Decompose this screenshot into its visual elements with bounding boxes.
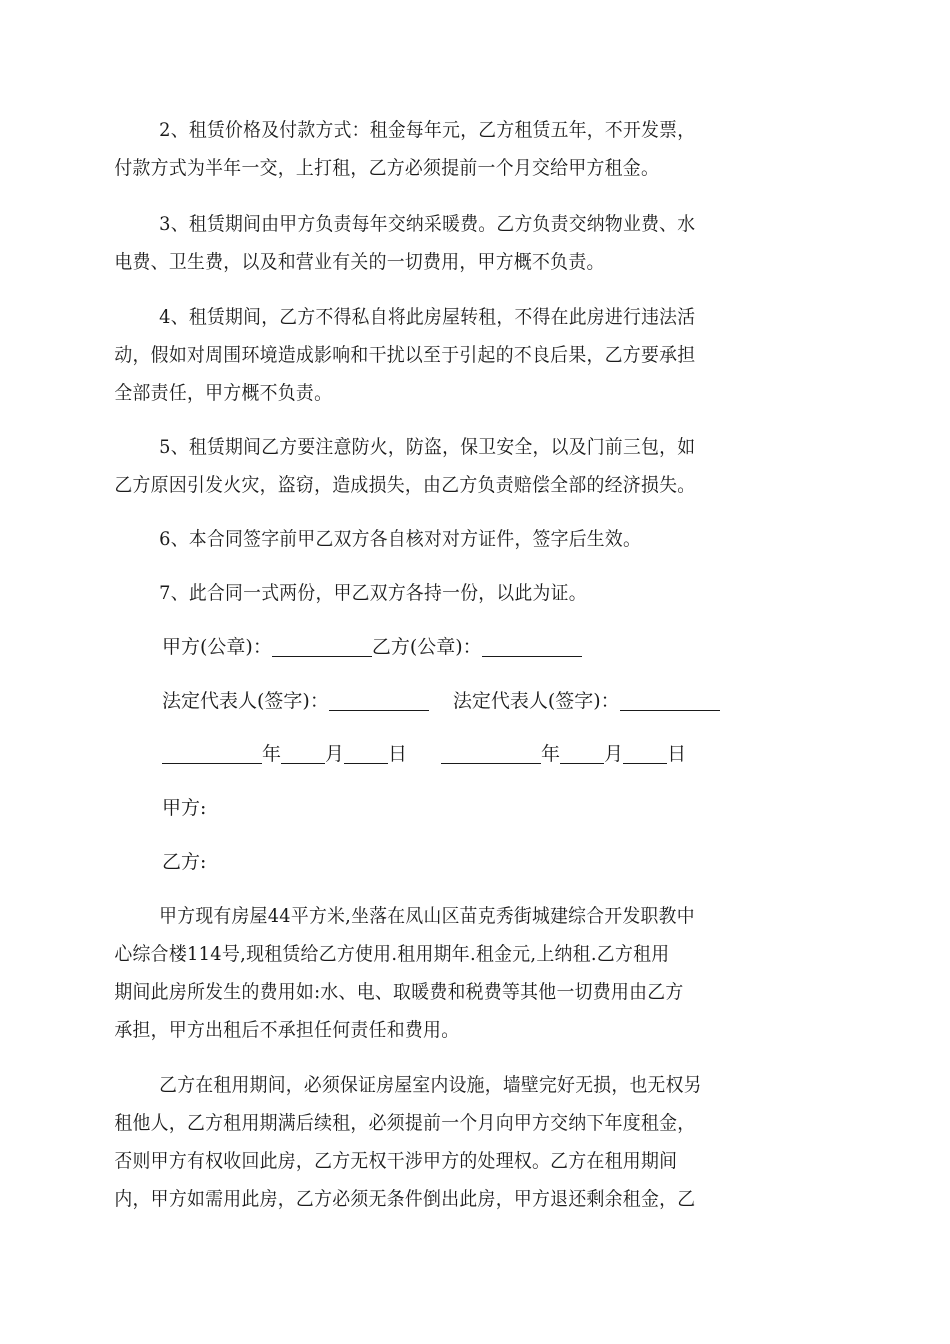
clause-7-line-1: 7、此合同一式两份，甲乙双方各持一份，以此为证。 (159, 582, 587, 604)
body-2-line-3: 否则甲方有权收回此房，乙方无权干涉甲方的处理权。乙方在租用期间 (114, 1150, 678, 1172)
clause-4-line-2: 动，假如对周围环境造成影响和干扰以至于引起的不良后果，乙方要承担 (114, 344, 696, 366)
clause-6-line-1: 6、本合同签字前甲乙双方各自核对对方证件，签字后生效。 (159, 528, 642, 550)
party-b-seal-blank[interactable] (482, 636, 582, 657)
date-a-day-label: 日 (388, 743, 408, 765)
party-b-heading: 乙方: (162, 851, 207, 873)
party-a-heading: 甲方: (162, 797, 207, 819)
body-2-line-4: 内，甲方如需用此房，乙方必须无条件倒出此房，甲方退还剩余租金，乙 (114, 1188, 696, 1210)
body-paragraph-2 (114, 1066, 833, 1218)
date-b-year-blank[interactable] (441, 743, 541, 764)
clause-4-line-1: 4、租赁期间，乙方不得私自将此房屋转租，不得在此房进行违法活 (159, 306, 696, 328)
party-a-seal-label: 甲方(公章)： (162, 636, 272, 658)
clause-5 (114, 428, 833, 504)
date-a-month-label: 月 (325, 743, 345, 765)
clause-5-line-2: 乙方原因引发火灾，盗窃，造成损失，由乙方负责赔偿全部的经济损失。 (114, 474, 696, 496)
clause-5-line-1: 5、租赁期间乙方要注意防火，防盗，保卫安全，以及门前三包，如 (159, 436, 696, 458)
clause-2-line-2: 付款方式为半年一交，上打租，乙方必须提前一个月交给甲方租金。 (114, 157, 660, 179)
date-b-day-blank[interactable] (623, 743, 667, 764)
seal-line (162, 628, 582, 666)
legal-rep-a-blank[interactable] (329, 690, 429, 711)
legal-rep-b-label: 法定代表人(签字)： (452, 690, 620, 712)
date-b-month-label: 月 (604, 743, 624, 765)
clause-4-line-3: 全部责任，甲方概不负责。 (114, 382, 333, 404)
date-b-day-label: 日 (667, 743, 687, 765)
date-a-month-blank[interactable] (281, 743, 325, 764)
date-b-month-blank[interactable] (560, 743, 604, 764)
party-b-seal-label: 乙方(公章)： (371, 636, 482, 658)
body-1-line-3: 期间此房所发生的费用如:水、电、取暖费和税费等其他一切费用由乙方 (114, 981, 684, 1003)
body-1-line-1: 甲方现有房屋44平方米,坐落在凤山区苗克秀街城建综合开发职教中 (159, 905, 695, 927)
legal-rep-line (162, 682, 720, 720)
clause-3 (114, 205, 833, 281)
date-a-day-blank[interactable] (344, 743, 388, 764)
date-line (162, 735, 686, 773)
date-a-year-blank[interactable] (162, 743, 262, 764)
body-1-line-4: 承担，甲方出租后不承担任何责任和费用。 (114, 1019, 460, 1041)
clause-3-line-1: 3、租赁期间由甲方负责每年交纳采暖费。乙方负责交纳物业费、水 (159, 213, 696, 235)
body-paragraph-1 (114, 897, 833, 1049)
body-2-line-2: 租他人，乙方租用期满后续租，必须提前一个月向甲方交纳下年度租金， (114, 1112, 696, 1134)
date-a-year-label: 年 (262, 743, 282, 765)
legal-rep-a-label: 法定代表人(签字)： (162, 690, 329, 712)
clause-2 (114, 111, 833, 187)
clause-4 (114, 298, 833, 412)
date-b-year-label: 年 (541, 743, 561, 765)
clause-6 (117, 520, 833, 558)
clause-7 (117, 574, 833, 612)
clause-2-line-1: 2、租赁价格及付款方式：租金每年元，乙方租赁五年，不开发票， (159, 119, 696, 141)
party-a-seal-blank[interactable] (272, 636, 372, 657)
legal-rep-b-blank[interactable] (620, 690, 720, 711)
body-2-line-1: 乙方在租用期间，必须保证房屋室内设施，墙壁完好无损，也无权另 (159, 1074, 702, 1096)
body-1-line-2: 心综合楼114号,现租赁给乙方使用.租用期年.租金元,上纳租.乙方租用 (114, 943, 670, 965)
clause-3-line-2: 电费、卫生费，以及和营业有关的一切费用，甲方概不负责。 (114, 251, 605, 273)
